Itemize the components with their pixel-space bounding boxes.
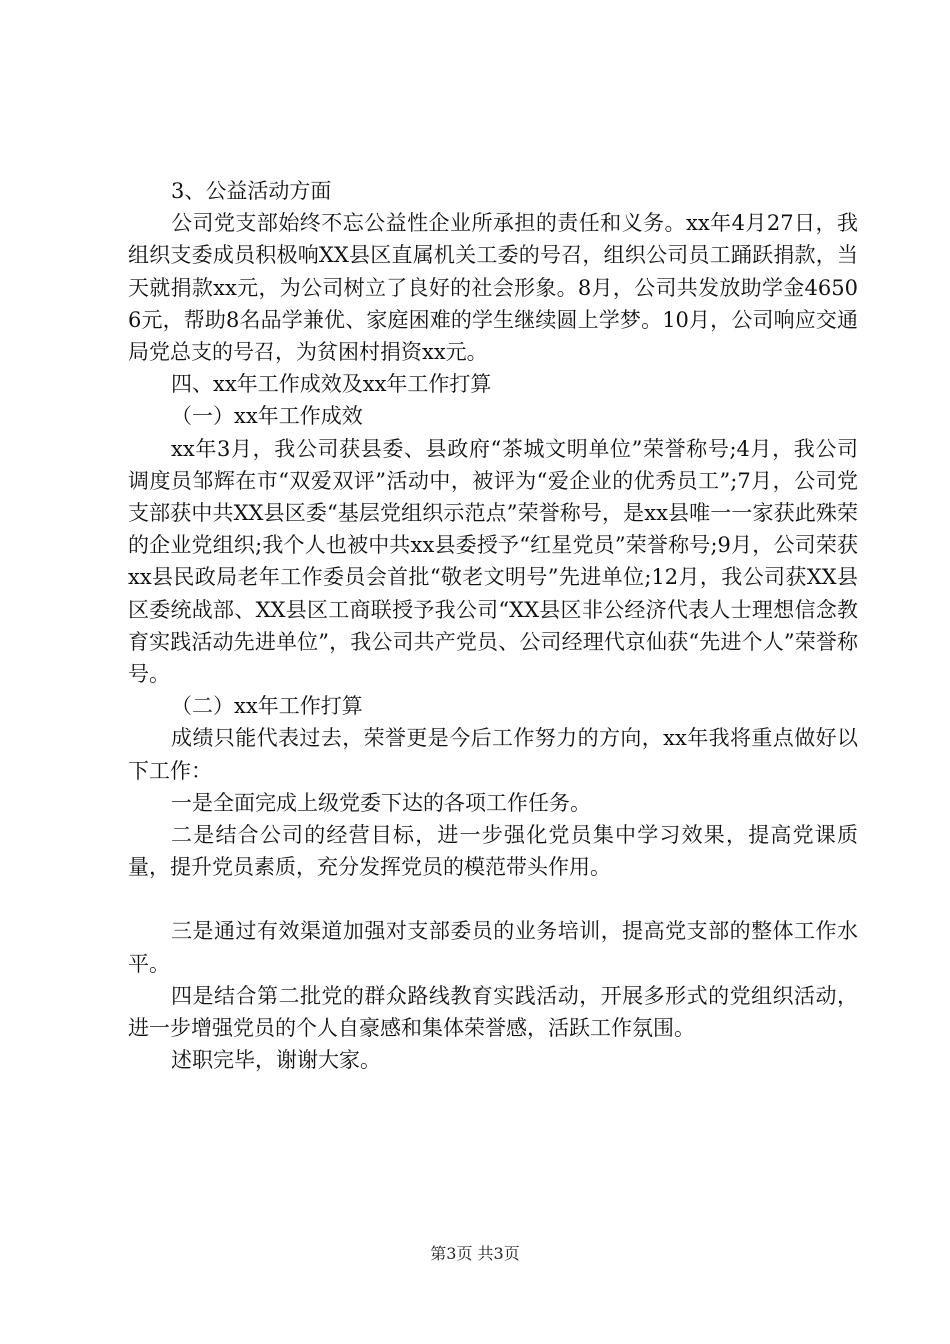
paragraph-plans-intro: 成绩只能代表过去，荣誉更是今后工作努力的方向，xx年我将重点做好以下工作： [128, 726, 858, 783]
paragraph-closing: 述职完毕，谢谢大家。 [171, 1048, 382, 1073]
page-number-label: 第3页 [430, 1244, 473, 1263]
paragraph-plan-one: 一是全面完成上级党委下达的各项工作任务。 [171, 790, 592, 815]
subheading-work-plans: （二）xx年工作打算 [171, 694, 363, 719]
subheading-work-results: （一）xx年工作成效 [171, 404, 363, 429]
paragraph-public-welfare: 公司党支部始终不忘公益性企业所承担的责任和义务。xx年4月27日，我组织支委成员积极响XX县区直属机关工委的号召，组织公司员工踊跃捐款，当天就捐款xx元，为公司树立了良好的社会形象。8月，公司共发放助学金46506元，帮助8名品学兼优、家庭困难的学生继续圆上学梦。10月，公司响应交通局党总支的号召，为贫困村捐资xx元。 [128, 211, 858, 365]
paragraph-plan-three: 三是通过有效渠道加强对支部委员的业务培训，提高党支部的整体工作水平。 [128, 919, 858, 976]
section-heading-public-welfare: 3、公益活动方面 [171, 179, 332, 203]
paragraph-spacer [128, 883, 858, 915]
total-pages-label: 共3页 [477, 1244, 520, 1263]
section-heading-results-and-plans: 四、xx年工作成效及xx年工作打算 [171, 372, 492, 397]
paragraph-work-results: xx年3月，我公司获县委、县政府“茶城文明单位”荣誉称号;4月，我公司调度员邹辉在市“双爱双评”活动中，被评为“爱企业的优秀员工”;7月，公司党支部获中共XX县区委“基层党组织示范点”荣誉称号，是xx县唯一一家获此殊荣的企业党组织;我个人也被中共xx县委授予“红星党员”荣誉称号;9月，公司荣获xx县民政局老年工作委员会首批“敬老文明号”先进单位;12月，我公司获XX县区委统战部、XX县区工商联授予我公司“XX县区非公经济代表人士理想信念教育实践活动先进单位”，我公司共产党员、公司经理代京仙获“先进个人”荣誉称号。 [128, 436, 858, 687]
paragraph-plan-two: 二是结合公司的经营目标，进一步强化党员集中学习效果，提高党课质量，提升党员素质，充分发挥党员的模范带头作用。 [128, 823, 858, 880]
paragraph-plan-four: 四是结合第二批党的群众路线教育实践活动，开展多形式的党组织活动，进一步增强党员的个人自豪感和集体荣誉感，活跃工作氛围。 [128, 983, 858, 1041]
page-footer [0, 1244, 950, 1264]
document-body [128, 175, 858, 1076]
